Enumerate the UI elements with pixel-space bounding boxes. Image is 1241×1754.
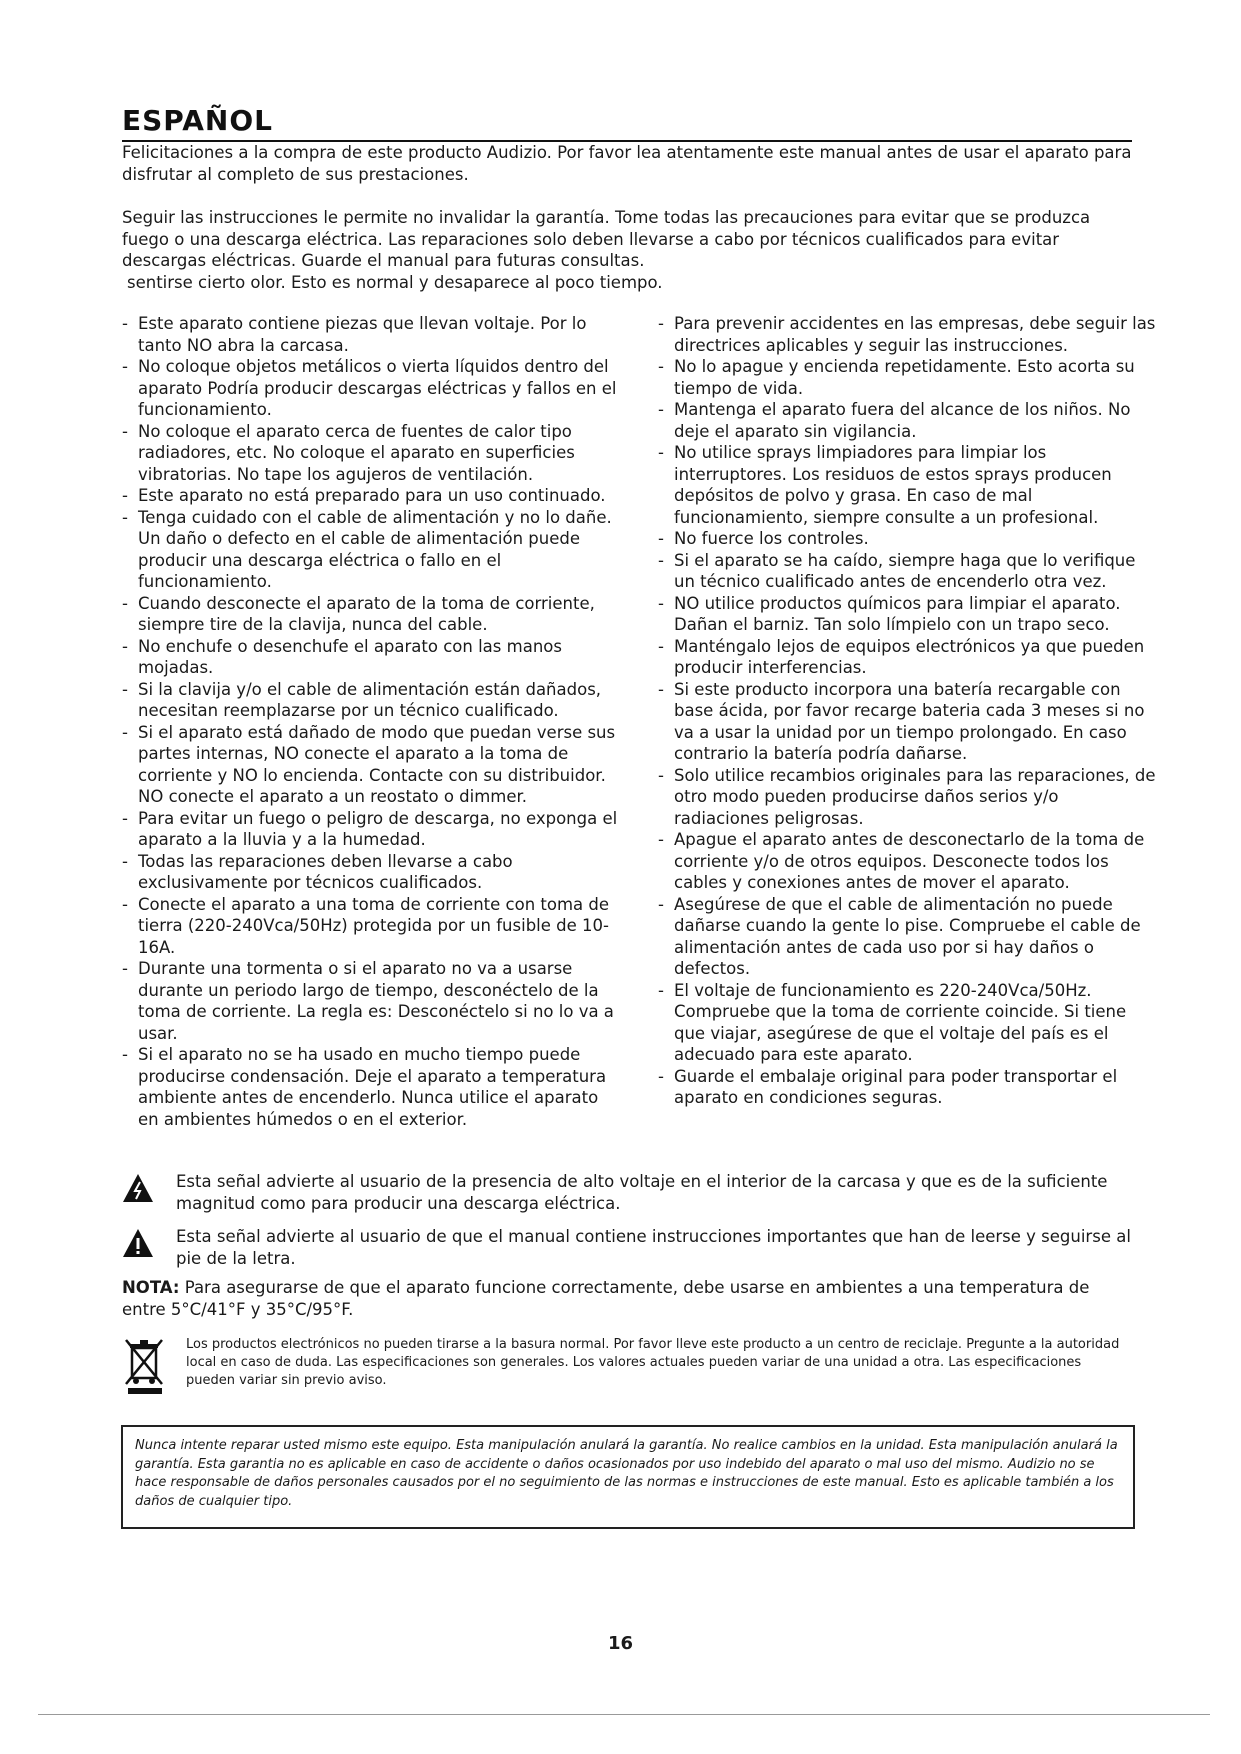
list-item: - Si el aparato se ha caído, siempre haga que lo verifique un técnico cualificado antes de encenderlo otra vez. [658, 550, 1158, 593]
list-item: - Este aparato no está preparado para un uso continuado. [122, 485, 622, 507]
list-item: - Si el aparato no se ha usado en mucho tiempo puede producirse condensación. Deje el aparato a temperatura ambiente antes de encenderlo. Nunca utilice el aparato en ambientes húmedos o en el exterior. [122, 1044, 622, 1130]
list-item: - Cuando desconecte el aparato de la toma de corriente, siempre tire de la clavija, nunca del cable. [122, 593, 622, 636]
weee-crossed-bin-icon [124, 1338, 166, 1396]
note-text: Para asegurarse de que el aparato funcione correctamente, debe usarse en ambientes a una temperatura de entre 5°C/41°F y 35°C/95°F. [122, 1278, 1090, 1319]
list-item: - El voltaje de funcionamiento es 220-240Vca/50Hz. Compruebe que la toma de corriente coincide. Si tiene que viajar, asegúrese de que el voltaje del país es el adecuado para este aparato. [658, 980, 1158, 1066]
list-item: - Conecte el aparato a una toma de corriente con toma de tierra (220-240Vca/50Hz) protegida por un fusible de 10-16A. [122, 894, 622, 959]
list-item: - Durante una tormenta o si el aparato no va a usarse durante un periodo largo de tiempo, desconéctelo de la toma de corriente. La regla es: Desconéctelo si no lo va a usar. [122, 958, 622, 1044]
recycling-notice [122, 1336, 1132, 1390]
list-item: - No enchufe o desenchufe el aparato con las manos mojadas. [122, 636, 622, 679]
list-item: - Apague el aparato antes de desconectarlo de la toma de corriente y/o de otros equipos. Desconecte todos los cables y conexiones antes de mover el aparato. [658, 829, 1158, 894]
list-item: - NO utilice productos químicos para limpiar el aparato. Dañan el barniz. Tan solo límpielo con un trapo seco. [658, 593, 1158, 636]
list-item: - Todas las reparaciones deben llevarse a cabo exclusivamente por técnicos cualificados. [122, 851, 622, 894]
voltage-warning [122, 1171, 1132, 1214]
list-item: - Tenga cuidado con el cable de alimentación y no lo dañe. Un daño o defecto en el cable de alimentación puede producir una descarga eléctrica o fallo en el funcionamiento. [122, 507, 622, 593]
instructions-warning-text: Esta señal advierte al usuario de que el manual contiene instrucciones importantes que han de leerse y seguirse al pie de la letra. [176, 1227, 1131, 1268]
list-item: - Guarde el embalaje original para poder transportar el aparato en condiciones seguras. [658, 1066, 1158, 1109]
note-section [122, 1277, 1132, 1321]
recycling-text: Los productos electrónicos no pueden tirarse a la basura normal. Por favor lleve este producto a un centro de reciclaje. Pregunte a la autoridad local en caso de duda. Las especificaciones son generales. Los valores actuales pueden variar de una unidad a otra. Las especificaciones pueden variar sin previo aviso. [186, 1337, 1120, 1388]
list-item: - Asegúrese de que el cable de alimentación no puede dañarse cuando la gente lo pise. Compruebe el cable de alimentación antes de cada uso por si hay daños o defectos. [658, 894, 1158, 980]
instructions-warning [122, 1226, 1132, 1269]
list-item: - Si este producto incorpora una batería recargable con base ácida, por favor recarge bateria cada 3 meses si no va a usar la unidad por un tiempo prolongado. En caso contrario la batería podría dañarse. [658, 679, 1158, 765]
safety-list-left [122, 313, 622, 1130]
list-item: - No fuerce los controles. [658, 528, 1158, 550]
note-label: NOTA: [122, 1278, 180, 1297]
list-item: - No coloque objetos metálicos o vierta líquidos dentro del aparato Podría producir descargas eléctricas y fallos en el funcionamiento. [122, 356, 622, 421]
page-number: 16 [607, 1633, 634, 1654]
intro-paragraph-2: Seguir las instrucciones le permite no invalidar la garantía. Tome todas las precauciones para evitar que se produzca fuego o una descarga eléctrica. Las reparaciones solo deben llevarse a cabo por técnicos cualificados para evitar descargas eléctricas. Guarde el manual para futuras consultas. [122, 208, 1091, 270]
list-item: - No coloque el aparato cerca de fuentes de calor tipo radiadores, etc. No coloque el aparato en superficies vibratorias. No tape los agujeros de ventilación. [122, 421, 622, 486]
list-item: - Para prevenir accidentes en las empresas, debe seguir las directrices aplicables y seguir las instrucciones. [658, 313, 1158, 356]
exclamation-warning-icon [122, 1228, 154, 1258]
safety-list-right [658, 313, 1158, 1109]
list-item: - Este aparato contiene piezas que llevan voltaje. Por lo tanto NO abra la carcasa. [122, 313, 622, 356]
page-title: ESPAÑOL [122, 104, 273, 137]
list-item: - Si la clavija y/o el cable de alimentación están dañados, necesitan reemplazarse por un técnico cualificado. [122, 679, 622, 722]
intro-paragraph-1: Felicitaciones a la compra de este producto Audizio. Por favor lea atentamente este manual antes de usar el aparato para disfrutar al completo de sus prestaciones. [122, 143, 1132, 184]
list-item: - Mantenga el aparato fuera del alcance de los niños. No deje el aparato sin vigilancia. [658, 399, 1158, 442]
list-item: - No utilice sprays limpiadores para limpiar los interruptores. Los residuos de estos sprays producen depósitos de polvo y grasa. En caso de mal funcionamiento, siempre consulte a un profesional. [658, 442, 1158, 528]
high-voltage-warning-icon [122, 1173, 154, 1203]
list-item: - Para evitar un fuego o peligro de descarga, no exponga el aparato a la lluvia y a la humedad. [122, 808, 622, 851]
list-item: - No lo apague y encienda repetidamente. Esto acorta su tiempo de vida. [658, 356, 1158, 399]
intro-paragraph-3: sentirse cierto olor. Esto es normal y desaparece al poco tiempo. [127, 272, 663, 292]
voltage-warning-text: Esta señal advierte al usuario de la presencia de alto voltaje en el interior de la carcasa y que es de la suficiente magnitud como para producir una descarga eléctrica. [176, 1172, 1108, 1213]
list-item: - Solo utilice recambios originales para las reparaciones, de otro modo pueden producirse daños serios y/o radiaciones peligrosas. [658, 765, 1158, 830]
list-item: - Manténgalo lejos de equipos electrónicos ya que pueden producir interferencias. [658, 636, 1158, 679]
list-item: - Si el aparato está dañado de modo que puedan verse sus partes internas, NO conecte el aparato a la toma de corriente y NO lo encienda. Contacte con su distribuidor. NO conecte el aparato a un reostato o dimmer. [122, 722, 622, 808]
intro-section [122, 142, 1132, 293]
footer-divider [38, 1714, 1210, 1715]
warranty-disclaimer-box: Nunca intente reparar usted mismo este equipo. Esta manipulación anulará la garantía. No realice cambios en la unidad. Esta manipulación anulará la garantía. Esta garantia no es aplicable en caso de accidente o daños ocasionados por uso indebido del aparato o mal uso del mismo. Audizio no se hace responsable de daños personales causados por el no seguimiento de las normas e instrucciones de este manual. Esto es aplicable también a los daños de cualquier tipo. [121, 1425, 1135, 1529]
